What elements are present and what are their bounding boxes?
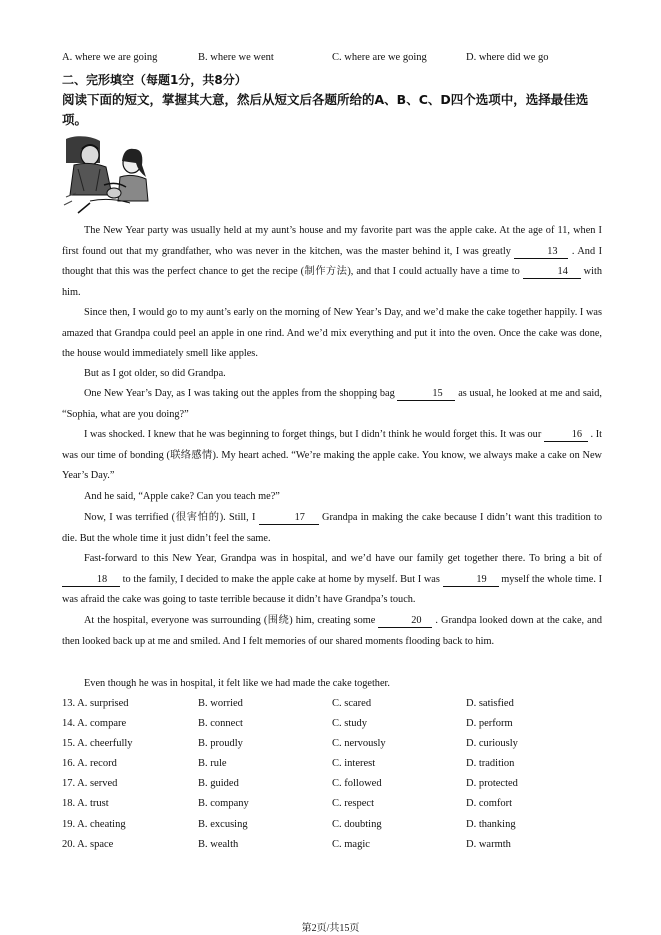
option-b: B. wealth (198, 839, 239, 850)
paragraph-text: One New Year’s Day, as I was taking out the apples from the shopping bag (84, 388, 398, 399)
paragraph-text: to the family, I decided to make the apple cake at home by myself. But I was (120, 573, 443, 585)
option-c: C. where are we going (332, 52, 427, 63)
paragraph-text: I was shocked. I knew that he was beginning to forget things, but I didn’t think he would forget this. It was our (84, 429, 544, 440)
blank-18: 18 (62, 574, 120, 587)
paragraph-text: . And I thought that this was the perfect chance to get the recipe (制作方法), and that I could actually have a time to (62, 245, 603, 277)
option-a: 19. A. cheating (62, 819, 126, 830)
option-d: D. thanking (466, 819, 516, 830)
question-20-options (62, 838, 622, 852)
option-c: C. magic (332, 839, 370, 850)
paragraph-2: Since then, I would go to my aunt’s early on the morning of New Year’s Day, and we’d make the cake together happily. I was amazed that Grandpa could peel an apple in one rind. And we’d mix everything and put it into the oven. Once the cake was done, the house would immediately smell like apples. (62, 307, 602, 359)
paragraph-8 (62, 549, 602, 611)
option-d: D. curiously (466, 738, 518, 749)
paragraph-3: But as I got older, so did Grandpa. (84, 368, 226, 379)
blank-17: 17 (259, 512, 319, 525)
grandpa-and-girl-illustration (60, 133, 160, 215)
paragraph-text: Fast-forward to this New Year, Grandpa was in hospital, and we’d have our family get together there. To bring a bit of (84, 553, 602, 564)
option-d: D. warmth (466, 839, 511, 850)
question-13-options (62, 697, 622, 711)
option-a: 17. A. served (62, 778, 118, 789)
blank-14: 14 (523, 266, 581, 279)
question-18-options (62, 797, 622, 811)
option-b: B. guided (198, 778, 239, 789)
paragraph-text: myself the whole time. I was afraid the cake was going to taste terrible because it didn’t have Grandpa’s touch. (62, 573, 602, 605)
instructions: 阅读下面的短文，掌握其大意，然后从短文后各题所给的A、B、C、D四个选项中，选择最佳选项。 (62, 92, 589, 127)
paragraph-9 (62, 611, 602, 652)
paragraph-text: with him. (62, 266, 602, 298)
option-c: C. followed (332, 778, 382, 789)
option-c: C. respect (332, 798, 374, 809)
option-b: B. rule (198, 758, 227, 769)
option-b: B. worried (198, 698, 243, 709)
question-16-options (62, 757, 622, 771)
paragraph-1 (62, 221, 602, 303)
option-a: 18. A. trust (62, 798, 109, 809)
blank-16: 16 (544, 429, 588, 442)
question-14-options (62, 717, 622, 731)
page-footer: 第2页/共15页 (301, 923, 360, 934)
option-d: D. satisfied (466, 698, 514, 709)
paragraph-6: And he said, “Apple cake? Can you teach me?” (84, 491, 280, 502)
option-a: A. where we are going (62, 52, 158, 63)
option-c: C. interest (332, 758, 376, 769)
option-b: B. proudly (198, 738, 243, 749)
question-17-options (62, 777, 622, 791)
paragraph-text: as usual, he looked at me and said, “Sophia, what are you doing?” (62, 388, 602, 420)
blank-19: 19 (443, 574, 499, 587)
paragraph-text: Now, I was terrified (很害怕的). Still, I (84, 512, 259, 523)
option-d: D. comfort (466, 798, 513, 809)
blank-20: 20 (378, 615, 432, 628)
paragraph-text: At the hospital, everyone was surrounding (围绕) him, creating some (84, 615, 379, 626)
previous-question-options (62, 51, 622, 65)
paragraph-5 (62, 425, 602, 487)
paragraph-text: Grandpa in making the cake because I didn’t want this tradition to die. But the whole time it just didn’t feel the same. (62, 512, 603, 544)
option-a: 14. A. compare (62, 718, 127, 729)
option-c: C. nervously (332, 738, 386, 749)
option-b: B. connect (198, 718, 243, 729)
option-b: B. where we went (198, 52, 274, 63)
option-a: 15. A. cheerfully (62, 738, 133, 749)
paragraph-10: Even though he was in hospital, it felt like we had made the cake together. (84, 678, 390, 689)
option-d: D. where did we go (466, 52, 549, 63)
blank-15: 15 (397, 388, 455, 401)
option-c: C. doubting (332, 819, 382, 830)
option-a: 13. A. surprised (62, 698, 129, 709)
option-a: 20. A. space (62, 839, 114, 850)
option-b: B. company (198, 798, 249, 809)
paragraph-text: . Grandpa looked down at the cake, and then looked back up at me and smiled. And I felt memories of our shared moments flooding back to him. (62, 615, 603, 647)
paragraph-text: The New Year party was usually held at my aunt’s house and my favorite part was the apple cake. At the age of 11, when I first found out that my grandfather, who was never in the kitchen, was the master behind it, I was greatly (62, 225, 602, 257)
option-c: C. study (332, 718, 368, 729)
question-19-options (62, 818, 622, 832)
blank-13: 13 (514, 246, 568, 259)
paragraph-4 (62, 384, 602, 425)
option-d: D. protected (466, 778, 518, 789)
question-15-options (62, 737, 622, 751)
option-d: D. tradition (466, 758, 515, 769)
option-a: 16. A. record (62, 758, 117, 769)
section-heading: 二、完形填空（每题1分，共8分） (62, 73, 247, 87)
option-b: B. excusing (198, 819, 248, 830)
option-d: D. perform (466, 718, 513, 729)
paragraph-text: . It was our time of bonding (联络感情). My heart ached. “We’re making the apple cake. You know, we always make a cake on New Year’s Day.” (62, 429, 603, 481)
option-c: C. scared (332, 698, 372, 709)
paragraph-7 (62, 508, 602, 549)
